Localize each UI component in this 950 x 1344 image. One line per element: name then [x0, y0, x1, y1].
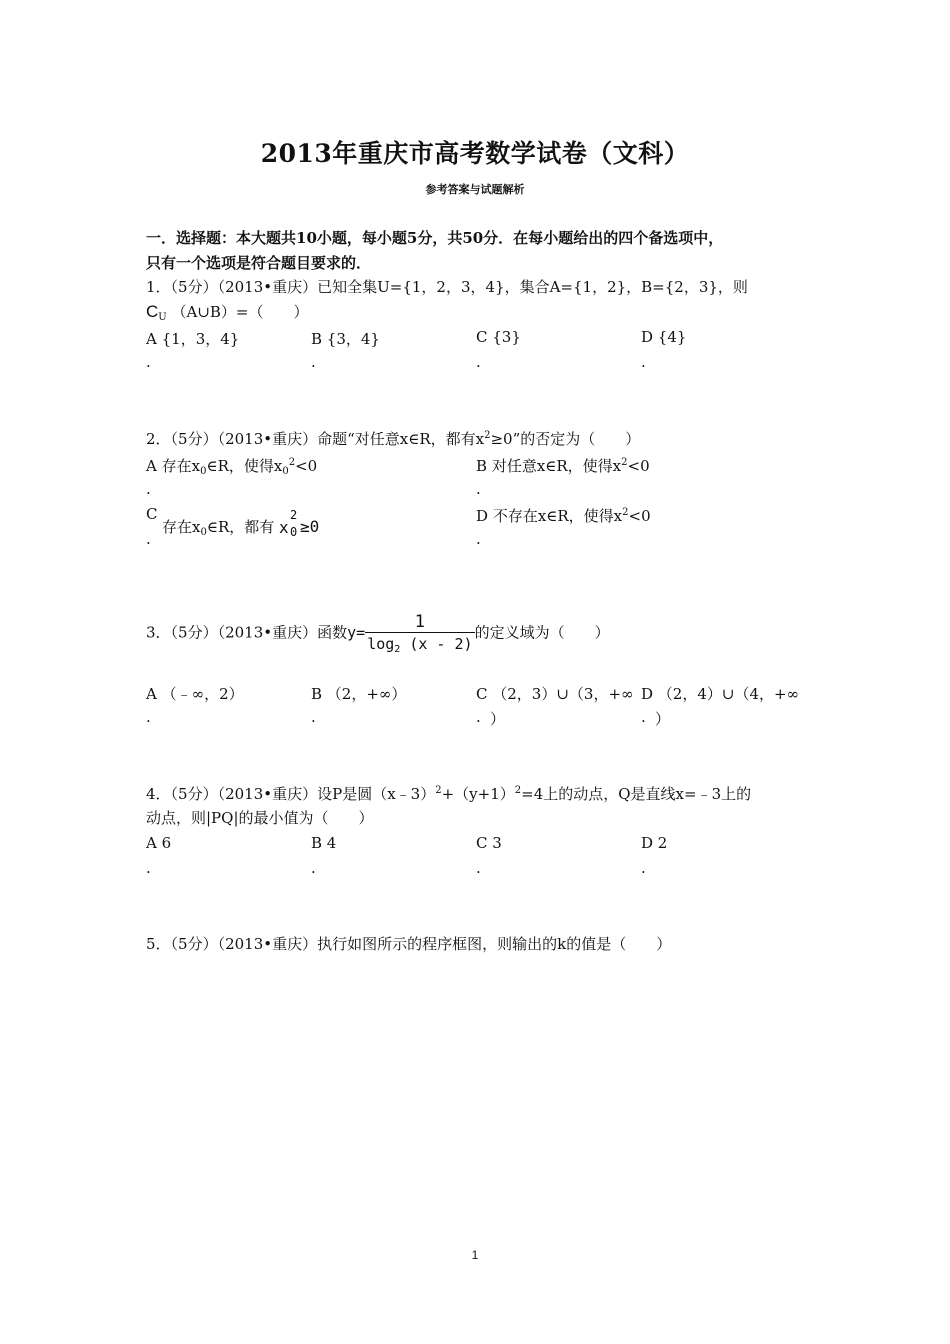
q1-option-a: A {1，3，4}: [146, 330, 240, 348]
q3-option-d-dot: .: [641, 708, 646, 726]
page-title: 2013年重庆市高考数学试卷（文科）: [260, 139, 690, 168]
q2-stem: [146, 428, 640, 449]
q3-option-a-dot: .: [146, 708, 151, 726]
q3-stem-part1: 3．（5分）（2013•重庆）函数: [146, 623, 348, 642]
q4-stem-line2: 动点，则|PQ|的最小值为（ ）: [146, 809, 374, 827]
q3-option-d-cont: ）: [655, 710, 671, 728]
complement-subscript: U: [158, 312, 167, 323]
q2-option-c-math-sup: 2: [290, 508, 298, 522]
q3-log-arg: (x - 2): [409, 635, 473, 653]
section-heading-line2: 只有一个选项是符合题目要求的．: [146, 254, 372, 272]
q2-option-d: [476, 505, 651, 526]
q2-option-d-label: D: [476, 507, 489, 525]
q3-log: log: [367, 635, 395, 653]
q1-option-c-dot: .: [476, 353, 481, 371]
q4-stem-line1: [146, 783, 751, 804]
q1-stem-rest: （A∪B）=（ ）: [171, 303, 309, 321]
q2-option-c-math-tail: ≥0: [300, 517, 320, 536]
q4-option-c: C 3: [476, 834, 502, 852]
page-subtitle: 参考答案与试题解析: [425, 183, 525, 196]
q2-option-c-text2: ∈R，都有: [206, 518, 275, 536]
q3-log-base: 2: [394, 644, 401, 655]
q2-option-c-dot: .: [146, 530, 151, 548]
q3-option-b: B （2，+∞）: [311, 685, 407, 703]
q2-option-a-tail: <0: [295, 457, 318, 475]
q4-stem-part1: 4．（5分）（2013•重庆）设P是圆（x﹣3）: [146, 785, 436, 803]
q4-stem-part3: =4上的动点，Q是直线x=﹣3上的: [521, 785, 752, 803]
q2-option-a-sub: 0: [200, 466, 207, 477]
q4-option-d-dot: .: [641, 859, 646, 877]
q3-fraction: [365, 612, 474, 655]
q2-option-a-dot: .: [146, 480, 151, 498]
q4-option-b: B 4: [311, 834, 337, 852]
q1-option-b-dot: .: [311, 353, 316, 371]
q1-option-a-dot: .: [146, 353, 151, 371]
q1-stem-line2: [146, 301, 309, 322]
q3-option-a: A （﹣∞，2）: [146, 685, 244, 703]
q2-stem-part2: ≥0”的否定为（ ）: [490, 430, 641, 448]
section-heading-line1: 一．选择题：本大题共10小题，每小题5分，共50分．在每小题给出的四个备选项中，: [146, 229, 724, 247]
q2-option-b: [476, 455, 650, 476]
q3-fraction-numerator: 1: [414, 612, 425, 632]
q3-function-lhs: y=: [347, 623, 366, 642]
q2-option-c: [162, 508, 325, 539]
q4-option-b-dot: .: [311, 859, 316, 877]
q2-option-d-sup: 2: [622, 507, 629, 518]
q2-option-c-math: [279, 508, 325, 539]
q2-option-c-math-base: x: [279, 518, 289, 537]
q4-sup2: 2: [514, 785, 522, 796]
q3-option-c-dot: .: [476, 708, 481, 726]
q1-option-d-dot: .: [641, 353, 646, 371]
q2-option-a-sub2: 0: [282, 466, 289, 477]
q4-sup1: 2: [435, 785, 442, 796]
q4-option-c-dot: .: [476, 859, 481, 877]
q2-option-c-label: C: [146, 505, 158, 523]
q2-option-d-text: 不存在x∈R，使得x: [492, 507, 623, 525]
complement-symbol: C: [146, 302, 159, 321]
q2-option-d-dot: .: [476, 530, 481, 548]
q3-option-d: D （2，4）∪（4，+∞: [641, 685, 800, 703]
q2-option-c-math-sub: 0: [290, 525, 298, 539]
q3-option-c-cont: ）: [490, 710, 506, 728]
q1-option-b: B {3，4}: [311, 330, 380, 348]
q2-option-d-tail: <0: [628, 507, 651, 525]
q2-option-a-text2: ∈R，使得x: [206, 457, 283, 475]
q2-option-c-sub: 0: [200, 527, 207, 538]
q2-option-a: [146, 455, 317, 476]
q3-fraction-denominator: [365, 632, 474, 655]
q5-stem: 5．（5分）（2013•重庆）执行如图所示的程序框图，则输出的k的值是（ ）: [146, 935, 672, 953]
q1-option-c: C {3}: [476, 328, 521, 346]
q4-option-a: A 6: [146, 834, 172, 852]
q2-stem-part1: 2．（5分）（2013•重庆）命题“对任意x∈R，都有x: [146, 430, 485, 448]
q2-option-b-dot: .: [476, 480, 481, 498]
q3-option-c: C （2，3）∪（3，+∞: [476, 685, 634, 703]
page-number: 1: [471, 1248, 479, 1262]
q1-option-d: D {4}: [641, 328, 687, 346]
q2-option-c-text1: 存在x: [162, 518, 201, 536]
q3-option-b-dot: .: [311, 708, 316, 726]
q2-option-b-tail: <0: [627, 457, 650, 475]
q2-option-a-sup: 2: [288, 457, 296, 468]
q4-option-d: D 2: [641, 834, 668, 852]
q3-stem: [146, 612, 610, 655]
q4-option-a-dot: .: [146, 859, 151, 877]
q2-option-b-sup: 2: [621, 457, 628, 468]
q1-stem-line1: 1．（5分）（2013•重庆）已知全集U={1，2，3，4}，集合A={1，2}，B={2，3}，则: [146, 278, 748, 296]
q2-option-a-text1: 存在x: [161, 457, 201, 475]
q2-stem-sup: 2: [484, 430, 491, 441]
q3-stem-part2: 的定义域为（ ）: [474, 623, 610, 642]
q2-option-b-label: B: [476, 457, 488, 475]
q4-stem-part2: +（y+1）: [441, 785, 515, 803]
q2-option-b-text: 对任意x∈R，使得x: [491, 457, 622, 475]
q2-option-a-label: A: [146, 457, 157, 475]
